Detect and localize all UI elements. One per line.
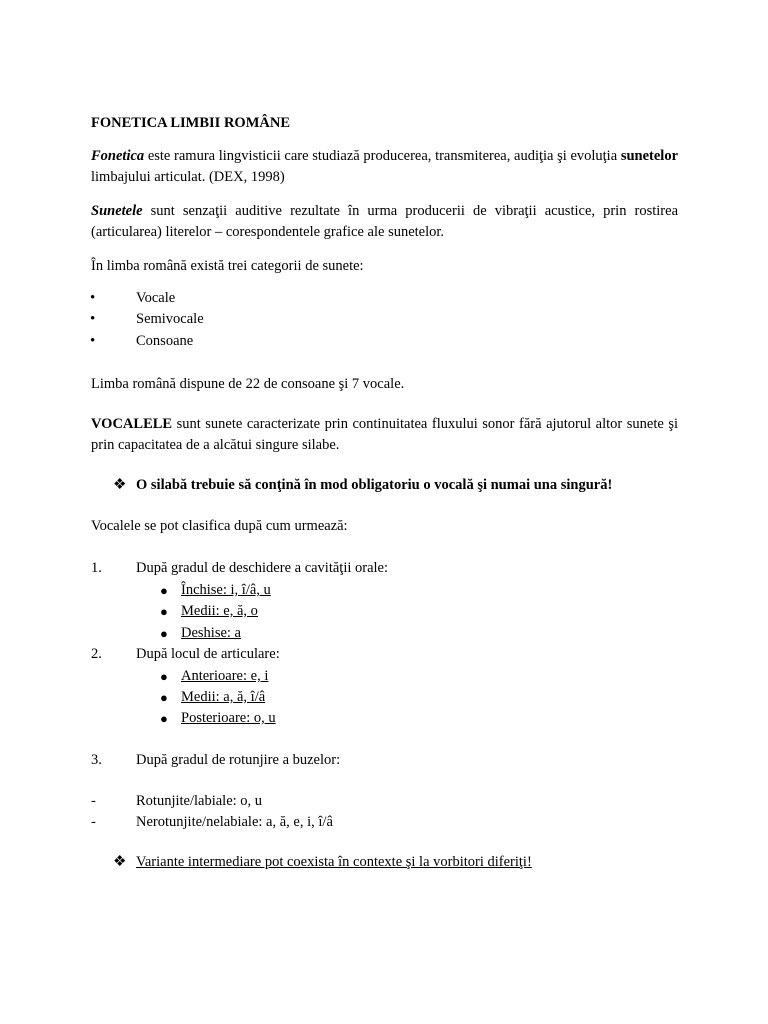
paragraph-categorii: În limba română există trei categorii de sunete:: [91, 258, 364, 274]
dash-marker: -: [91, 814, 96, 830]
bullet-icon: •: [90, 311, 96, 327]
sub-item: Anterioare: e, i: [181, 668, 269, 684]
list-number: 2.: [91, 646, 102, 662]
p1-text-a: este ramura lingvisticii care studiază producerea, transmiterea, audiţia şi evoluţia: [147, 148, 618, 164]
paragraph-fonetica: [91, 146, 678, 188]
p2-text: sunt senzaţii auditive rezultate în urma producerii de vibraţii acustice, prin rostirea (articularea) literelor – corespondentele grafice ale sunetelor.: [91, 203, 679, 240]
paragraph-clasificare: Vocalele se pot clasifica după cum urmează:: [91, 518, 348, 534]
bullet-icon: ●: [160, 690, 168, 705]
p5-text: sunt sunete caracterizate prin continuitatea fluxului sonor fără ajutorul altor sunete şi prin capacitatea de a alcătui singure silabe.: [91, 416, 678, 453]
sub-item: Medii: e, ă, o: [181, 603, 258, 619]
note-variante: Variante intermediare pot coexista în contexte şi la vorbitori diferiţi!: [136, 854, 532, 870]
bullet-icon: ●: [160, 604, 168, 619]
sub-item: Închise: i, î/â, u: [181, 582, 271, 598]
rule-silaba: O silabă trebuie să conţină în mod obligatoriu o vocală şi numai una singură!: [136, 477, 613, 493]
document-title: FONETICA LIMBII ROMÂNE: [91, 115, 290, 131]
p1-text-b: limbajului articulat. (DEX, 1998): [91, 169, 285, 185]
diamond-bullet-icon: ❖: [113, 477, 127, 493]
term-vocalele: VOCALELE: [91, 416, 173, 432]
bullet-icon: •: [90, 333, 96, 349]
dash-item: Nerotunjite/nelabiale: a, ă, e, i, î/â: [136, 814, 333, 830]
bullet-icon: •: [90, 290, 96, 306]
list-number: 3.: [91, 752, 102, 768]
list-item-heading: După locul de articulare:: [136, 646, 280, 662]
list-item: Vocale: [136, 290, 176, 306]
bullet-icon: ●: [160, 583, 168, 598]
list-item-heading: După gradul de deschidere a cavităţii orale:: [136, 560, 389, 576]
sub-item: Posterioare: o, u: [181, 710, 276, 726]
term-fonetica: Fonetica: [91, 148, 145, 164]
bullet-icon: ●: [160, 711, 168, 726]
dash-marker: -: [91, 793, 96, 809]
list-item: Semivocale: [136, 311, 204, 327]
list-number: 1.: [91, 560, 102, 576]
bullet-icon: ●: [160, 669, 168, 684]
sub-item: Medii: a, ă, î/â: [181, 689, 266, 705]
term-sunetelor: sunetelor: [620, 148, 678, 164]
bullet-icon: ●: [160, 626, 168, 641]
paragraph-sunetele: [91, 201, 678, 243]
diamond-bullet-icon: ❖: [113, 854, 127, 870]
list-item: Consoane: [136, 333, 194, 349]
paragraph-numbers: Limba română dispune de 22 de consoane şi 7 vocale.: [91, 376, 405, 392]
list-item-heading: După gradul de rotunjire a buzelor:: [136, 752, 341, 768]
paragraph-vocalele: [91, 414, 678, 456]
term-sunetele: Sunetele: [91, 203, 143, 219]
dash-item: Rotunjite/labiale: o, u: [136, 793, 263, 809]
sub-item: Deshise: a: [181, 625, 241, 641]
